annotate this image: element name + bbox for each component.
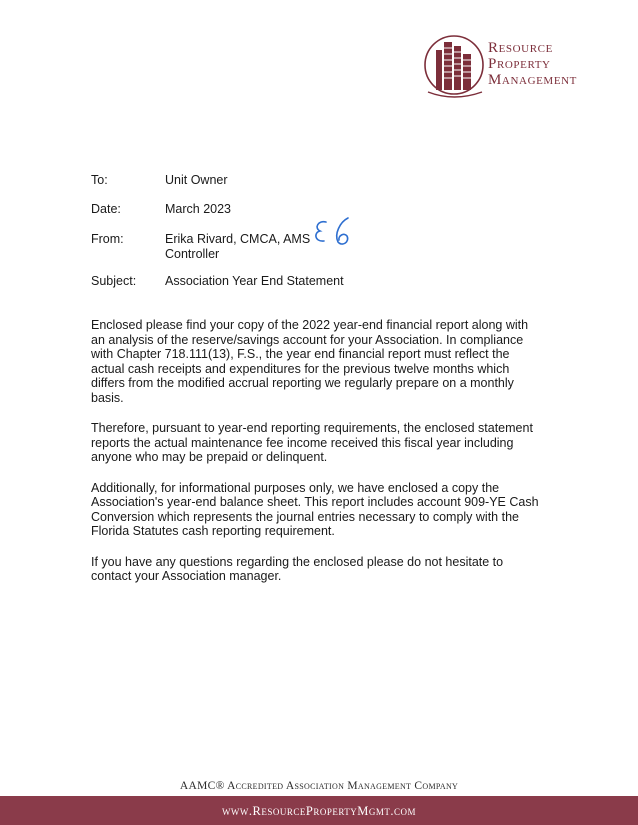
body-paragraph-4: If you have any questions regarding the enclosed please do not hesitate to contact your Association manager.	[91, 554, 504, 583]
subject-value: Association Year End Statement	[165, 274, 344, 288]
building-emblem-icon	[422, 32, 486, 98]
date-label: Date:	[91, 202, 121, 216]
footer-website-link[interactable]: www.ResourcePropertyMgmt.com	[221, 804, 417, 818]
from-value	[165, 232, 310, 262]
date-value: March 2023	[165, 202, 232, 216]
initials-signature-icon	[312, 214, 358, 248]
company-name	[488, 40, 577, 88]
body-paragraph-3: Additionally, for informational purposes only, we have enclosed a copy the Association's year-end balance sheet. This report includes account 909-YE Cash Conversion which represents the journal entries necessary to comply with the Florida Statutes cash reporting requirement.	[91, 480, 539, 538]
company-logo	[422, 30, 612, 102]
letter-body	[91, 318, 541, 600]
to-value: Unit Owner	[165, 173, 228, 187]
body-paragraph-2: Therefore, pursuant to year-end reporting requirements, the enclosed statement reports the actual maintenance fee income received this fiscal year including anyone who may be prepaid or delinquent.	[91, 421, 533, 464]
subject-label: Subject:	[91, 274, 137, 288]
company-name-line-2: Property	[488, 56, 551, 72]
to-label: To:	[91, 173, 108, 187]
company-name-line-1: Resource	[488, 40, 553, 56]
body-paragraph-1: Enclosed please find your copy of the 2022 year-end financial report along with an analysis of the reserve/savings account for your Association. In compliance with Chapter 718.111(13), F.S., the year end financial report must reflect the actual cash receipts and expenditures for the previous twelve months which differs from the modified accrual reporting we regularly prepare on a monthly basis.	[91, 318, 529, 405]
from-title: Controller	[165, 247, 220, 261]
from-label: From:	[91, 232, 124, 246]
from-name: Erika Rivard, CMCA, AMS	[165, 232, 311, 246]
footer-tagline: AAMC® Accredited Association Management Company	[179, 780, 459, 792]
company-name-line-3: Management	[488, 72, 577, 88]
